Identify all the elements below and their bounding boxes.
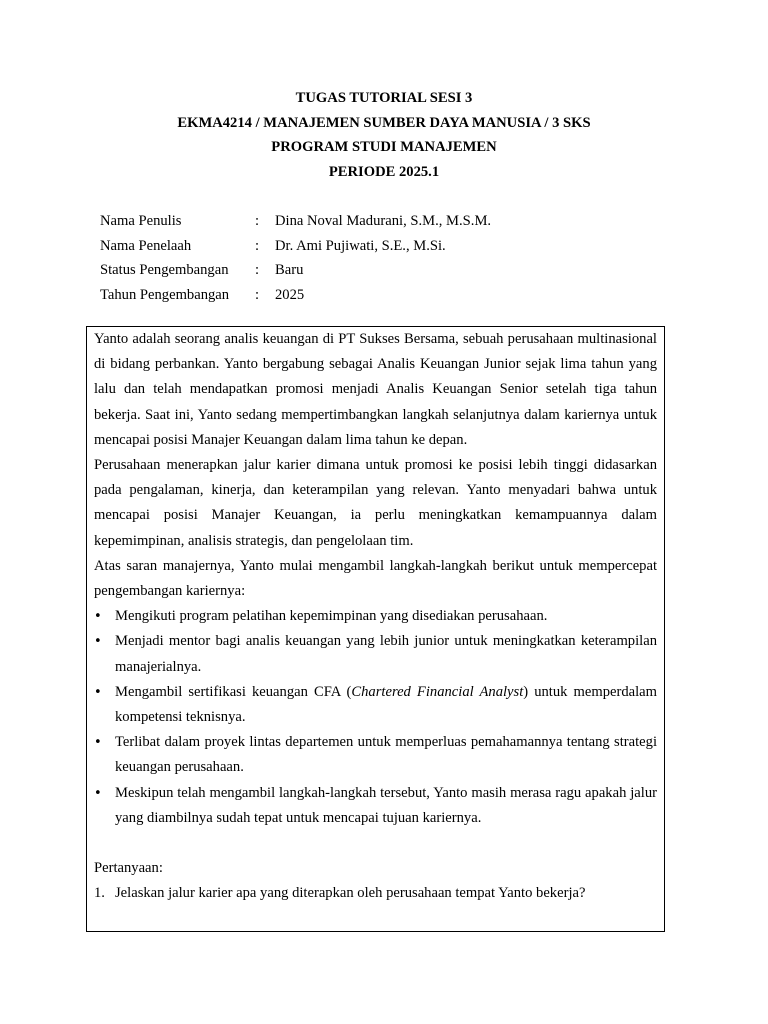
list-item <box>94 781 657 831</box>
list-item-text-italic: Chartered Financial Analyst <box>351 683 524 700</box>
bullet-icon: • <box>94 785 102 801</box>
list-item <box>94 629 657 679</box>
list-item-text: Meskipun telah mengambil langkah-langkah tersebut, Yanto masih merasa ragu apakah jalur yang diambilnya sudah tepat untuk mencapai tujuan kariernya. <box>115 784 657 826</box>
header-period: PERIODE 2025.1 <box>328 163 440 180</box>
career-steps-list <box>94 604 657 831</box>
bullet-icon: • <box>94 684 102 700</box>
list-item-text: Terlibat dalam proyek lintas departemen untuk memperluas pemahamannya tentang strategi keuangan perusahaan. <box>115 734 657 776</box>
meta-row-status <box>100 258 491 283</box>
meta-value: Baru <box>275 262 304 279</box>
case-paragraph-1: Yanto adalah seorang analis keuangan di PT Sukses Bersama, sebuah perusahaan multinasional di bidang perbankan. Yanto bergabung sebagai Analis Keuangan Junior sejak lima tahun yang lalu dan telah mendapatkan promosi menjadi Analis Keuangan Senior setelah tiga tahun bekerja. Saat ini, Yanto sedang mempertimbangkan langkah selanjutnya dalam kariernya untuk mencapai posisi Manajer Keuangan dalam lima tahun ke depan. <box>94 331 657 448</box>
questions-label: Pertanyaan: <box>94 860 163 877</box>
document-header <box>0 86 768 184</box>
meta-row-author <box>100 209 491 234</box>
list-item <box>94 604 657 629</box>
list-item-text-before: Mengambil sertifikasi keuangan CFA ( <box>115 683 352 700</box>
bullet-icon: • <box>94 735 102 751</box>
list-item-text: Mengikuti program pelatihan kepemimpinan yang disediakan perusahaan. <box>115 608 548 625</box>
meta-key: Tahun Pengembangan <box>100 286 230 303</box>
meta-separator: : <box>255 213 260 229</box>
meta-key: Nama Penulis <box>100 213 182 229</box>
meta-separator: : <box>255 237 260 254</box>
meta-value: 2025 <box>275 286 305 303</box>
case-study-body <box>94 327 657 907</box>
list-item <box>94 680 657 730</box>
meta-separator: : <box>255 286 260 303</box>
case-paragraph-2: Perusahaan menerapkan jalur karier dimana untuk promosi ke posisi lebih tinggi didasarkan pada pengalaman, kinerja, dan keterampilan yang relevan. Yanto menyadari bahwa untuk mencapai posisi Manajer Keuangan, ia perlu meningkatkan kemampuannya dalam kepemimpinan, analisis strategis, dan pengelolaan tim. <box>94 457 657 549</box>
list-item-text: Menjadi mentor bagi analis keuangan yang lebih junior untuk meningkatkan keterampilan manajerialnya. <box>115 633 657 675</box>
question-item <box>94 881 657 906</box>
header-title: TUGAS TUTORIAL SESI 3 <box>295 90 473 106</box>
header-program: PROGRAM STUDI MANAJEMEN <box>271 139 497 155</box>
meta-separator: : <box>255 262 260 279</box>
meta-value: Dr. Ami Pujiwati, S.E., M.Si. <box>275 237 446 254</box>
question-number: 1. <box>94 885 105 902</box>
spacer <box>94 831 657 856</box>
meta-key: Nama Penelaah <box>100 237 192 254</box>
case-study-box <box>86 326 665 932</box>
meta-row-year <box>100 283 491 308</box>
list-item <box>94 730 657 780</box>
meta-value: Dina Noval Madurani, S.M., M.S.M. <box>275 213 492 229</box>
header-course: EKMA4214 / MANAJEMEN SUMBER DAYA MANUSIA / 3 SKS <box>177 114 591 131</box>
meta-key: Status Pengembangan <box>100 262 229 279</box>
meta-row-reviewer <box>100 234 491 259</box>
case-paragraph-3: Atas saran manajernya, Yanto mulai mengambil langkah-langkah berikut untuk mempercepat pengembangan kariernya: <box>94 557 657 600</box>
question-text: Jelaskan jalur karier apa yang diterapkan oleh perusahaan tempat Yanto bekerja? <box>115 885 586 902</box>
bullet-icon: • <box>94 609 102 625</box>
list-item-text-after: ) untuk memperdalam kompetensi teknisnya. <box>115 683 657 726</box>
bullet-icon: • <box>94 634 102 650</box>
document-metadata <box>100 209 491 307</box>
